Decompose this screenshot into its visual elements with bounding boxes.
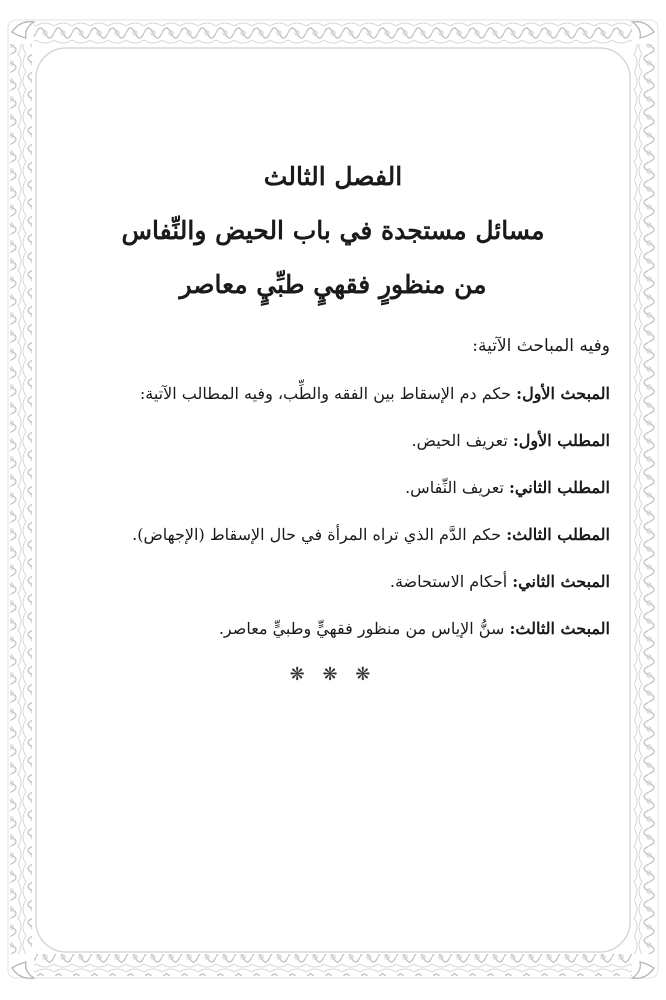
list-item [50, 617, 610, 641]
item-text: حكم الدَّم الذي تراه المرأة في حال الإسقاط (الإجهاض). [132, 525, 507, 544]
item-label: المبحث الثالث: [509, 619, 610, 638]
item-label: المبحث الأول: [516, 384, 610, 403]
contents-list [50, 382, 616, 641]
list-item [50, 382, 610, 406]
list-item [50, 429, 610, 453]
item-text: أحكام الاستحاضة. [389, 572, 513, 591]
chapter-subtitle-1: مسائل مستجدة في باب الحيض والنِّفاس [121, 216, 545, 245]
item-label: المطلب الأول: [512, 431, 610, 450]
intro-text: وفيه المباحث الآتية: [472, 336, 610, 356]
list-item [50, 476, 610, 500]
chapter-title: الفصل الثالث [263, 162, 403, 191]
page-content [50, 150, 616, 685]
item-label: المبحث الثاني: [512, 572, 610, 591]
item-text: حكم دم الإسقاط بين الفقه والطِّب، وفيه المطالب الآتية: [139, 384, 517, 403]
section-divider: ❋ ❋ ❋ [289, 664, 377, 685]
item-text: سنُّ الإياس من منظور فقهيٍّ وطبيٍّ معاصر. [218, 619, 510, 638]
item-label: المطلب الثالث: [506, 525, 610, 544]
list-item [50, 570, 610, 594]
item-text: تعريف النِّفاس. [405, 478, 509, 497]
chapter-titles [50, 150, 616, 312]
list-item [50, 523, 610, 547]
item-label: المطلب الثاني: [509, 478, 610, 497]
item-text: تعريف الحيض. [411, 431, 513, 450]
chapter-subtitle-2: من منظورٍ فقهيٍ طبِّيٍ معاصر [179, 270, 487, 299]
